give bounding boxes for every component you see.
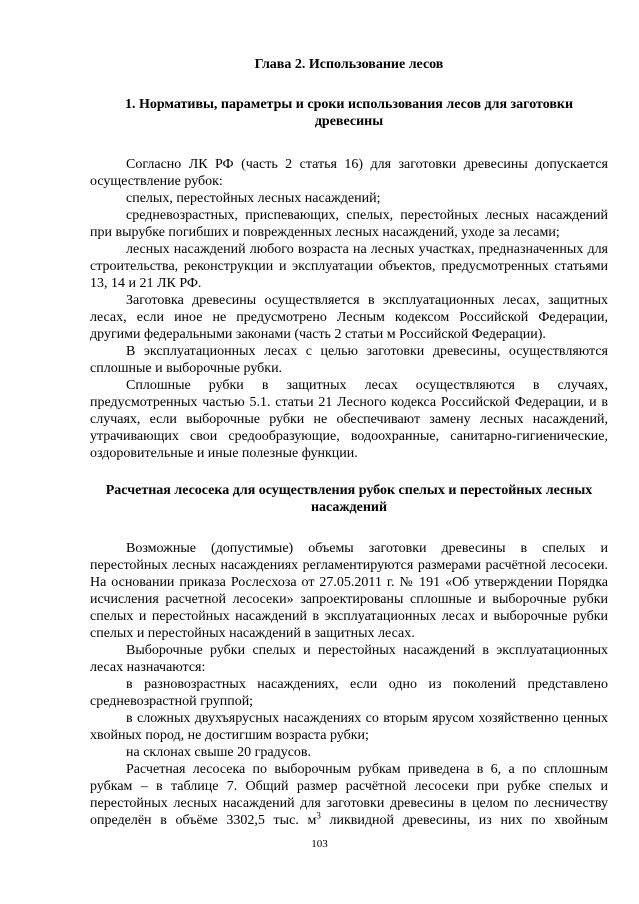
page-number: 103 — [311, 838, 328, 850]
paragraph: средневозрастных, приспевающих, спелых, перестойных лесных насаждений при вырубке погибших и поврежденных лесных насаждений, уходе за лесами; — [90, 208, 608, 240]
paragraph: спелых, перестойных лесных насаждений; — [126, 191, 381, 206]
paragraph: В эксплуатационных лесах с целью заготовки древесины, осуществляются сплошные и выборочные рубки. — [90, 344, 608, 376]
section-title-2: Расчетная лесосека для осуществления рубок спелых и перестойных лесных насаждений — [105, 483, 593, 515]
section-2-body — [90, 540, 608, 829]
paragraph: Сплошные рубки в защитных лесах осуществляются в случаях, предусмотренных частью 5.1. статьи 21 Лесного кодекса Российской Федерации, и в случаях, если выборочные рубки не обеспечивают замену лесных насаждений, утрачивающих свои средообразующие, водоохранные, санитарно-гигиенические, оздоровительные и иные полезные функции. — [90, 378, 608, 461]
paragraph-text: Расчетная лесосека по выборочным рубкам приведена в 6, а по сплошным рубкам – в таблице 7. Общий размер расчётной лесосеки при рубке спелых и перестойных лесных насаждений для заготовки древесины в целом по лесничеству определён в объёме 3302,5 тыс. м — [90, 762, 608, 828]
paragraph-last — [90, 761, 608, 829]
superscript: 3 — [316, 810, 321, 821]
paragraph: в сложных двухъярусных насаждениях со вторым ярусом хозяйственно ценных хвойных пород, не достигшим возраста рубки; — [90, 711, 608, 743]
paragraph: на склонах свыше 20 градусов. — [126, 745, 312, 760]
paragraph: лесных насаждений любого возраста на лесных участках, предназначенных для строительства, реконструкции и эксплуатации объектов, предусмотренных статьями 13, 14 и 21 ЛК РФ. — [90, 242, 608, 291]
document-page — [90, 56, 608, 829]
paragraph: Выборочные рубки спелых и перестойных насаждений в эксплуатационных лесах назначаются: — [90, 643, 608, 675]
paragraph-text-tail: ликвидной древесины, из них по хвойным — [320, 813, 608, 828]
chapter-title: Глава 2. Использование лесов — [254, 57, 444, 72]
section-1-body — [90, 156, 608, 462]
paragraph: Согласно ЛК РФ (часть 2 статья 16) для заготовки древесины допускается осуществление рубок: — [90, 157, 608, 189]
paragraph: в разновозрастных насаждениях, если одно из поколений представлено средневозрастной группой; — [90, 677, 608, 709]
paragraph: Возможные (допустимые) объемы заготовки древесины в спелых и перестойных лесных насаждениях регламентируются размерами расчётной лесосеки. На основании приказа Рослесхоза от 27.05.2011 г. № 191 «Об утверждении Порядка исчисления расчетной лесосеки» запроектированы сплошные и выборочные рубки спелых и перестойных насаждений в эксплуатационных лесах и выборочные рубки спелых и перестойных насаждений в защитных лесах. — [90, 541, 608, 641]
paragraph: Заготовка древесины осуществляется в эксплуатационных лесах, защитных лесах, если иное не предусмотрено Лесным кодексом Российской Федерации, другими федеральными законами (часть 2 статьи м Российской Федерации). — [90, 293, 608, 342]
section-title-1: 1. Нормативы, параметры и сроки использования лесов для заготовки древесины — [124, 97, 574, 129]
